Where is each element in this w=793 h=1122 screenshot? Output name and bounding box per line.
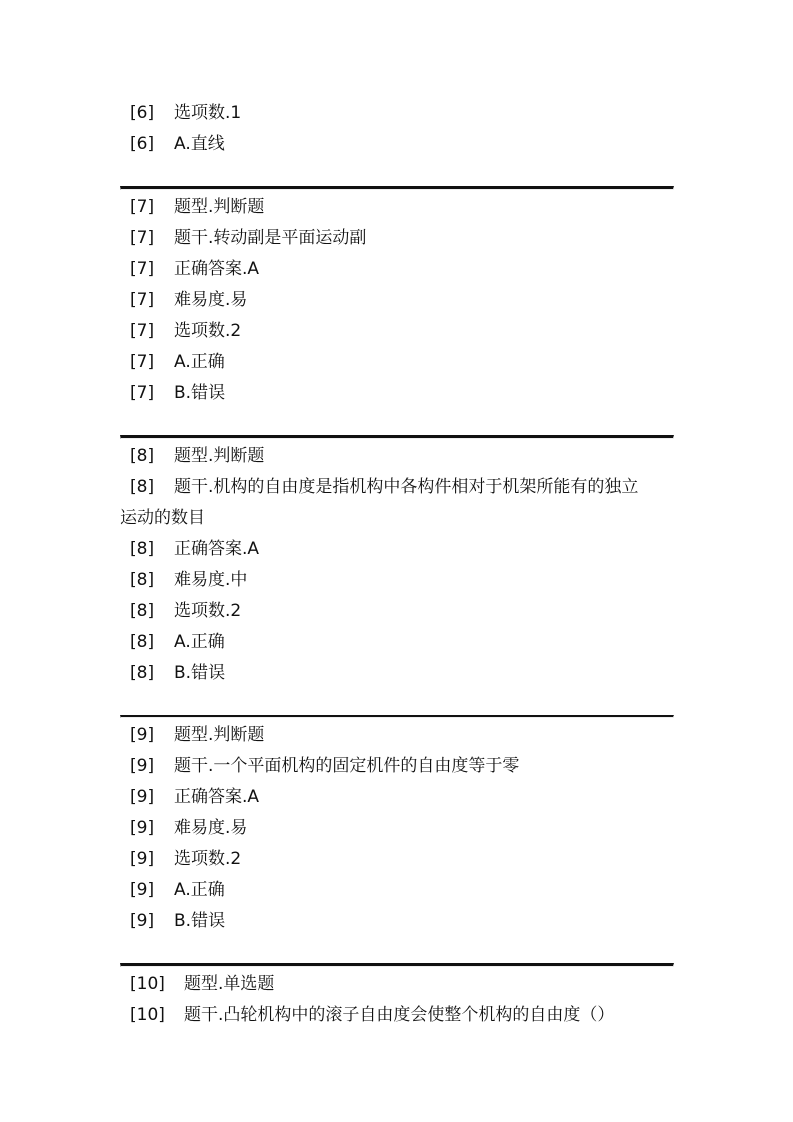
question-stem-continuation: 运动的数目 bbox=[120, 508, 205, 528]
option-a: A.正确 bbox=[174, 880, 225, 900]
question-number: [7] bbox=[130, 383, 155, 403]
question-line bbox=[120, 129, 674, 160]
question-number: [8] bbox=[130, 446, 155, 466]
question-number: [9] bbox=[130, 818, 155, 838]
question-number: [7] bbox=[130, 321, 155, 341]
question-line bbox=[120, 658, 674, 689]
option-count: 选项数.2 bbox=[174, 321, 242, 341]
question-field: A.直线 bbox=[174, 134, 225, 154]
question-block-8 bbox=[120, 441, 674, 689]
question-number: [8] bbox=[130, 601, 155, 621]
question-line bbox=[120, 844, 674, 875]
question-line bbox=[120, 813, 674, 844]
question-line bbox=[120, 720, 674, 751]
difficulty: 难易度.中 bbox=[174, 570, 248, 590]
option-a: A.正确 bbox=[174, 632, 225, 652]
question-number: [9] bbox=[130, 725, 155, 745]
question-number: [8] bbox=[130, 477, 155, 497]
question-line bbox=[120, 565, 674, 596]
question-number: [7] bbox=[130, 290, 155, 310]
question-line bbox=[120, 751, 674, 782]
question-type: 题型.单选题 bbox=[184, 974, 275, 994]
question-number: [10] bbox=[130, 974, 165, 994]
question-number: [9] bbox=[130, 880, 155, 900]
question-line bbox=[120, 347, 674, 378]
question-line bbox=[120, 875, 674, 906]
question-type: 题型.判断题 bbox=[174, 197, 265, 217]
question-line bbox=[120, 782, 674, 813]
question-line bbox=[120, 98, 674, 129]
question-list bbox=[120, 98, 674, 1031]
question-line bbox=[120, 906, 674, 937]
option-count: 选项数.2 bbox=[174, 849, 242, 869]
question-number: [7] bbox=[130, 259, 155, 279]
question-block-10 bbox=[120, 969, 674, 1031]
question-line bbox=[120, 1000, 674, 1031]
question-number: [9] bbox=[130, 911, 155, 931]
question-number: [6] bbox=[130, 134, 155, 154]
question-line bbox=[120, 472, 674, 503]
question-stem: 题干.机构的自由度是指机构中各构件相对于机架所能有的独立 bbox=[174, 477, 639, 497]
question-line bbox=[120, 378, 674, 409]
question-line bbox=[120, 223, 674, 254]
question-number: [6] bbox=[130, 103, 155, 123]
correct-answer: 正确答案.A bbox=[174, 787, 260, 807]
question-type: 题型.判断题 bbox=[174, 446, 265, 466]
question-number: [8] bbox=[130, 570, 155, 590]
question-field: 选项数.1 bbox=[174, 103, 242, 123]
question-number: [9] bbox=[130, 849, 155, 869]
question-number: [8] bbox=[130, 539, 155, 559]
question-number: [8] bbox=[130, 663, 155, 683]
question-line bbox=[120, 192, 674, 223]
question-number: [8] bbox=[130, 632, 155, 652]
question-block-7 bbox=[120, 192, 674, 409]
question-stem: 题干.凸轮机构中的滚子自由度会使整个机构的自由度（） bbox=[184, 1005, 615, 1025]
difficulty: 难易度.易 bbox=[174, 818, 248, 838]
question-number: [9] bbox=[130, 787, 155, 807]
question-number: [7] bbox=[130, 228, 155, 248]
question-block-6 bbox=[120, 98, 674, 160]
question-line bbox=[120, 534, 674, 565]
question-number: [10] bbox=[130, 1005, 165, 1025]
option-a: A.正确 bbox=[174, 352, 225, 372]
option-b: B.错误 bbox=[174, 663, 226, 683]
difficulty: 难易度.易 bbox=[174, 290, 248, 310]
question-number: [7] bbox=[130, 197, 155, 217]
question-line bbox=[120, 969, 674, 1000]
option-b: B.错误 bbox=[174, 383, 226, 403]
option-b: B.错误 bbox=[174, 911, 226, 931]
question-number: [7] bbox=[130, 352, 155, 372]
option-count: 选项数.2 bbox=[174, 601, 242, 621]
question-line bbox=[120, 285, 674, 316]
question-block-9 bbox=[120, 720, 674, 937]
question-number: [9] bbox=[130, 756, 155, 776]
question-line bbox=[120, 596, 674, 627]
question-stem: 题干.转动副是平面运动副 bbox=[174, 228, 367, 248]
question-line bbox=[120, 316, 674, 347]
question-line bbox=[120, 441, 674, 472]
correct-answer: 正确答案.A bbox=[174, 539, 260, 559]
question-type: 题型.判断题 bbox=[174, 725, 265, 745]
correct-answer: 正确答案.A bbox=[174, 259, 260, 279]
question-line bbox=[120, 254, 674, 285]
question-stem: 题干.一个平面机构的固定机件的自由度等于零 bbox=[174, 756, 520, 776]
question-line bbox=[120, 627, 674, 658]
